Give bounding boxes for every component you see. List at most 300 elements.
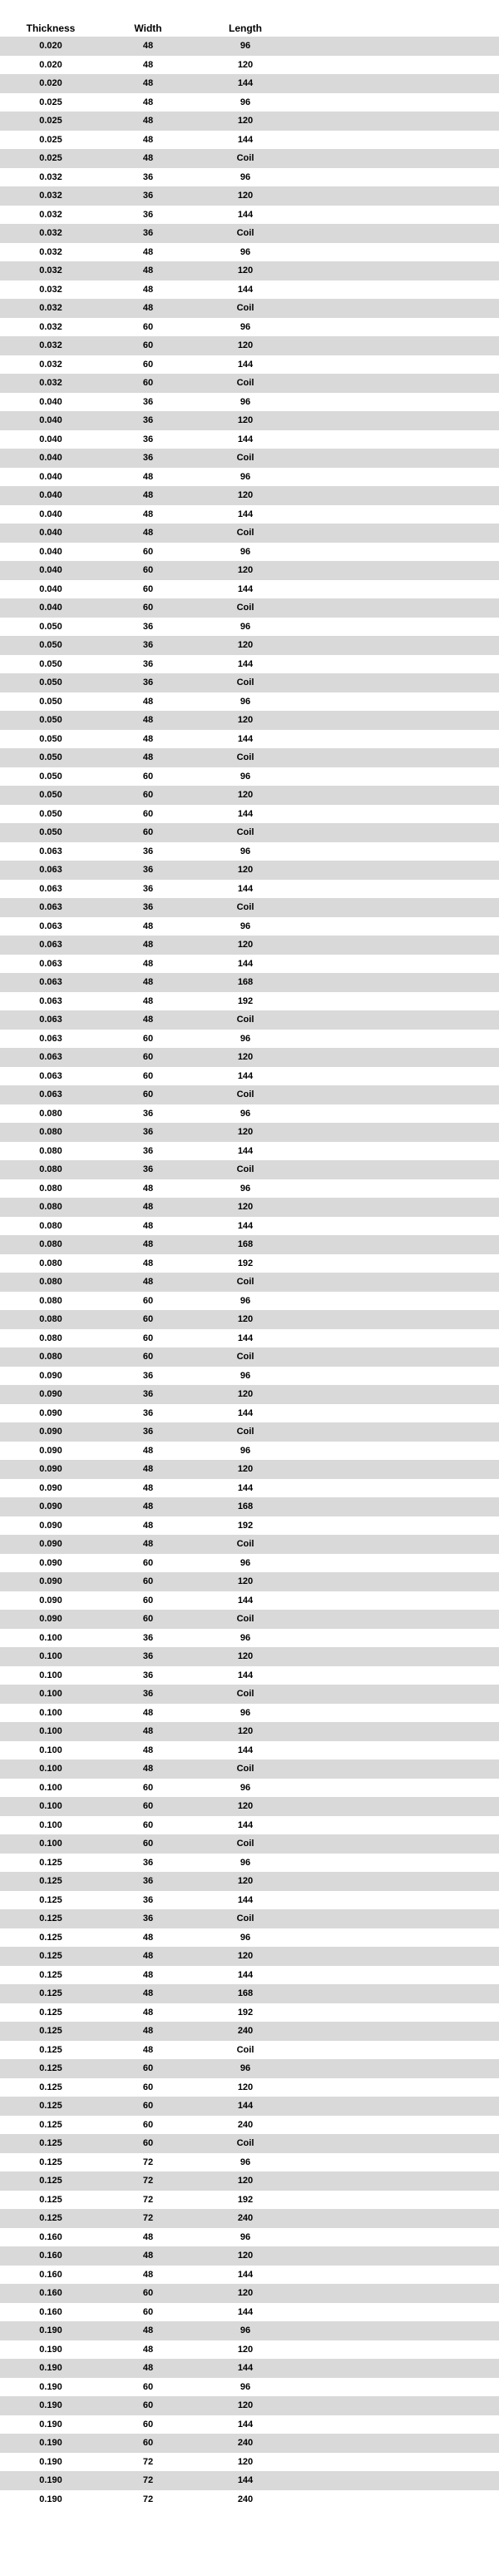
cell-width: 48 xyxy=(142,696,154,707)
cell-length: 144 xyxy=(237,1070,254,1081)
cell-width: 60 xyxy=(142,2288,154,2299)
table-row xyxy=(0,224,499,243)
cell-thickness: 0.050 xyxy=(39,621,62,632)
table-row xyxy=(0,561,499,580)
cell-thickness: 0.090 xyxy=(39,1445,62,1456)
cell-length: Coil xyxy=(236,453,254,464)
cell-length: 144 xyxy=(237,509,254,519)
table-row xyxy=(0,430,499,449)
cell-width: 60 xyxy=(142,2082,154,2092)
table-row xyxy=(0,730,499,749)
cell-length: 120 xyxy=(237,2456,254,2467)
cell-width: 36 xyxy=(142,1127,154,1138)
cell-thickness: 0.100 xyxy=(39,1689,62,1700)
cell-length: 96 xyxy=(240,1707,251,1718)
cell-width: 48 xyxy=(142,471,154,482)
cell-thickness: 0.063 xyxy=(39,977,62,988)
cell-thickness: 0.032 xyxy=(39,284,62,295)
cell-width: 48 xyxy=(142,1482,154,1493)
cell-width: 48 xyxy=(142,1726,154,1737)
table-row xyxy=(0,243,499,262)
cell-length: 96 xyxy=(240,621,251,632)
cell-width: 60 xyxy=(142,1782,154,1793)
cell-length: 144 xyxy=(237,284,254,295)
cell-thickness: 0.100 xyxy=(39,1632,62,1643)
cell-length: 192 xyxy=(237,995,254,1006)
cell-thickness: 0.050 xyxy=(39,696,62,707)
table-row xyxy=(0,1779,499,1798)
cell-length: 120 xyxy=(237,1651,254,1662)
table-row xyxy=(0,618,499,637)
cell-thickness: 0.125 xyxy=(39,2157,62,2167)
cell-thickness: 0.090 xyxy=(39,1464,62,1475)
cell-length: 96 xyxy=(240,2381,251,2392)
table-row xyxy=(0,1030,499,1049)
cell-width: 48 xyxy=(142,752,154,763)
cell-length: Coil xyxy=(236,1089,254,1100)
table-row xyxy=(0,1010,499,1030)
cell-thickness: 0.125 xyxy=(39,2101,62,2112)
table-row xyxy=(0,1966,499,1985)
cell-length: 120 xyxy=(237,266,254,276)
table-row xyxy=(0,318,499,337)
cell-width: 36 xyxy=(142,1876,154,1887)
cell-width: 60 xyxy=(142,340,154,351)
cell-thickness: 0.040 xyxy=(39,603,62,613)
cell-length: 120 xyxy=(237,1052,254,1063)
table-row xyxy=(0,2284,499,2303)
table-row xyxy=(0,2303,499,2322)
cell-length: Coil xyxy=(236,2138,254,2149)
cell-length: 96 xyxy=(240,1632,251,1643)
table-row xyxy=(0,1741,499,1760)
table-row xyxy=(0,842,499,861)
table-row xyxy=(0,1704,499,1723)
cell-width: 48 xyxy=(142,921,154,931)
cell-width: 60 xyxy=(142,359,154,370)
table-row xyxy=(0,786,499,805)
table-row xyxy=(0,861,499,880)
cell-width: 60 xyxy=(142,1052,154,1063)
cell-thickness: 0.090 xyxy=(39,1576,62,1587)
cell-thickness: 0.160 xyxy=(39,2231,62,2242)
cell-length: 168 xyxy=(237,977,254,988)
table-row xyxy=(0,393,499,412)
cell-thickness: 0.040 xyxy=(39,396,62,407)
cell-width: 36 xyxy=(142,1689,154,1700)
cell-width: 36 xyxy=(142,209,154,220)
cell-width: 36 xyxy=(142,1632,154,1643)
cell-length: 120 xyxy=(237,2344,254,2355)
cell-thickness: 0.050 xyxy=(39,640,62,651)
cell-width: 48 xyxy=(142,1445,154,1456)
cell-length: 120 xyxy=(237,715,254,726)
table-row xyxy=(0,992,499,1011)
cell-width: 48 xyxy=(142,977,154,988)
cell-thickness: 0.190 xyxy=(39,2475,62,2486)
table-row xyxy=(0,505,499,524)
cell-thickness: 0.080 xyxy=(39,1295,62,1306)
cell-length: 96 xyxy=(240,2325,251,2336)
cell-thickness: 0.125 xyxy=(39,2194,62,2205)
cell-width: 48 xyxy=(142,134,154,145)
cell-length: 168 xyxy=(237,1239,254,1250)
cell-thickness: 0.040 xyxy=(39,415,62,426)
cell-length: 96 xyxy=(240,321,251,332)
table-row xyxy=(0,56,499,75)
cell-thickness: 0.090 xyxy=(39,1614,62,1625)
cell-width: 60 xyxy=(142,1295,154,1306)
cell-thickness: 0.100 xyxy=(39,1726,62,1737)
cell-length: 96 xyxy=(240,1857,251,1868)
cell-width: 60 xyxy=(142,1595,154,1606)
cell-length: 96 xyxy=(240,246,251,257)
cell-width: 60 xyxy=(142,1839,154,1849)
cell-thickness: 0.020 xyxy=(39,78,62,89)
cell-width: 72 xyxy=(142,2157,154,2167)
table-row xyxy=(0,74,499,93)
cell-length: Coil xyxy=(236,902,254,913)
cell-width: 36 xyxy=(142,883,154,894)
cell-length: Coil xyxy=(236,603,254,613)
cell-width: 36 xyxy=(142,678,154,688)
cell-thickness: 0.050 xyxy=(39,771,62,782)
table-body xyxy=(0,37,499,2509)
table-row xyxy=(0,1442,499,1461)
cell-thickness: 0.125 xyxy=(39,2119,62,2130)
cell-width: 72 xyxy=(142,2176,154,2186)
cell-thickness: 0.125 xyxy=(39,1913,62,1924)
cell-thickness: 0.063 xyxy=(39,1033,62,1044)
cell-length: 96 xyxy=(240,1782,251,1793)
cell-length: 96 xyxy=(240,171,251,182)
cell-width: 60 xyxy=(142,771,154,782)
cell-thickness: 0.050 xyxy=(39,827,62,838)
cell-width: 48 xyxy=(142,284,154,295)
cell-width: 36 xyxy=(142,396,154,407)
cell-thickness: 0.090 xyxy=(39,1427,62,1437)
cell-length: 120 xyxy=(237,865,254,876)
cell-length: 120 xyxy=(237,565,254,576)
cell-thickness: 0.063 xyxy=(39,995,62,1006)
cell-thickness: 0.080 xyxy=(39,1333,62,1343)
cell-length: 144 xyxy=(237,78,254,89)
table-row xyxy=(0,1984,499,2003)
table-row xyxy=(0,1535,499,1554)
cell-length: 96 xyxy=(240,1557,251,1568)
cell-thickness: 0.190 xyxy=(39,2344,62,2355)
cell-length: 120 xyxy=(237,490,254,501)
table-row xyxy=(0,2059,499,2078)
cell-width: 48 xyxy=(142,1239,154,1250)
table-row xyxy=(0,917,499,936)
cell-thickness: 0.190 xyxy=(39,2325,62,2336)
cell-thickness: 0.160 xyxy=(39,2288,62,2299)
cell-thickness: 0.190 xyxy=(39,2438,62,2449)
cell-thickness: 0.032 xyxy=(39,340,62,351)
header-thickness: Thickness xyxy=(26,22,76,34)
cell-width: 60 xyxy=(142,1314,154,1325)
cell-thickness: 0.080 xyxy=(39,1108,62,1119)
cell-length: Coil xyxy=(236,1839,254,1849)
cell-length: 192 xyxy=(237,1520,254,1531)
cell-thickness: 0.080 xyxy=(39,1314,62,1325)
cell-width: 48 xyxy=(142,97,154,107)
cell-length: 120 xyxy=(237,191,254,201)
cell-thickness: 0.160 xyxy=(39,2306,62,2317)
table-row xyxy=(0,1497,499,1516)
cell-thickness: 0.125 xyxy=(39,2063,62,2074)
cell-thickness: 0.100 xyxy=(39,1745,62,1755)
cell-width: 48 xyxy=(142,78,154,89)
cell-width: 48 xyxy=(142,266,154,276)
cell-length: 192 xyxy=(237,1258,254,1268)
cell-length: Coil xyxy=(236,752,254,763)
table-row xyxy=(0,2003,499,2023)
table-row xyxy=(0,2097,499,2116)
cell-width: 72 xyxy=(142,2213,154,2224)
cell-thickness: 0.040 xyxy=(39,546,62,557)
cell-thickness: 0.100 xyxy=(39,1651,62,1662)
table-row xyxy=(0,1310,499,1329)
cell-width: 36 xyxy=(142,640,154,651)
cell-width: 48 xyxy=(142,1932,154,1943)
cell-length: 120 xyxy=(237,790,254,801)
cell-thickness: 0.032 xyxy=(39,378,62,389)
table-row xyxy=(0,2415,499,2435)
cell-thickness: 0.063 xyxy=(39,1089,62,1100)
cell-thickness: 0.032 xyxy=(39,246,62,257)
cell-width: 48 xyxy=(142,1015,154,1025)
cell-thickness: 0.040 xyxy=(39,471,62,482)
cell-length: 120 xyxy=(237,2176,254,2186)
cell-length: 240 xyxy=(237,2494,254,2504)
table-row xyxy=(0,2321,499,2340)
cell-thickness: 0.063 xyxy=(39,883,62,894)
table-row xyxy=(0,655,499,674)
cell-thickness: 0.040 xyxy=(39,434,62,444)
cell-thickness: 0.125 xyxy=(39,1876,62,1887)
table-row xyxy=(0,1722,499,1741)
table-row xyxy=(0,598,499,618)
cell-length: 144 xyxy=(237,1894,254,1905)
cell-width: 48 xyxy=(142,1988,154,1999)
cell-length: 120 xyxy=(237,2400,254,2411)
cell-length: 96 xyxy=(240,97,251,107)
cell-width: 48 xyxy=(142,733,154,744)
table-row xyxy=(0,805,499,824)
cell-length: 120 xyxy=(237,1314,254,1325)
cell-thickness: 0.032 xyxy=(39,303,62,314)
cell-length: Coil xyxy=(236,1427,254,1437)
cell-thickness: 0.050 xyxy=(39,790,62,801)
cell-length: 120 xyxy=(237,1202,254,1213)
cell-thickness: 0.050 xyxy=(39,658,62,669)
cell-thickness: 0.125 xyxy=(39,1932,62,1943)
cell-length: Coil xyxy=(236,1015,254,1025)
table-row xyxy=(0,1348,499,1367)
cell-width: 36 xyxy=(142,1913,154,1924)
cell-width: 48 xyxy=(142,246,154,257)
table-row xyxy=(0,2191,499,2210)
table-row xyxy=(0,748,499,767)
table-row xyxy=(0,1104,499,1124)
cell-width: 60 xyxy=(142,2119,154,2130)
cell-length: 144 xyxy=(237,1482,254,1493)
cell-width: 48 xyxy=(142,2344,154,2355)
table-row xyxy=(0,1854,499,1873)
cell-thickness: 0.080 xyxy=(39,1277,62,1288)
cell-thickness: 0.100 xyxy=(39,1707,62,1718)
cell-width: 36 xyxy=(142,228,154,239)
cell-width: 48 xyxy=(142,2251,154,2261)
table-row xyxy=(0,1591,499,1611)
cell-thickness: 0.040 xyxy=(39,583,62,594)
cell-width: 48 xyxy=(142,490,154,501)
cell-thickness: 0.025 xyxy=(39,134,62,145)
cell-thickness: 0.032 xyxy=(39,359,62,370)
cell-width: 60 xyxy=(142,2138,154,2149)
table-row xyxy=(0,1123,499,1142)
cell-thickness: 0.032 xyxy=(39,266,62,276)
cell-width: 48 xyxy=(142,715,154,726)
table-row xyxy=(0,1666,499,1685)
cell-thickness: 0.090 xyxy=(39,1539,62,1550)
table-row xyxy=(0,1292,499,1311)
table-row xyxy=(0,1329,499,1348)
cell-length: 240 xyxy=(237,2026,254,2037)
cell-thickness: 0.125 xyxy=(39,2026,62,2037)
table-row xyxy=(0,468,499,487)
table-row xyxy=(0,1422,499,1442)
cell-width: 36 xyxy=(142,658,154,669)
table-row xyxy=(0,973,499,992)
table-row xyxy=(0,2453,499,2472)
cell-thickness: 0.040 xyxy=(39,509,62,519)
cell-width: 36 xyxy=(142,415,154,426)
table-row xyxy=(0,112,499,131)
cell-length: 96 xyxy=(240,2157,251,2167)
cell-thickness: 0.090 xyxy=(39,1370,62,1381)
cell-thickness: 0.025 xyxy=(39,153,62,164)
table-row xyxy=(0,1760,499,1779)
cell-width: 36 xyxy=(142,1857,154,1868)
cell-length: 96 xyxy=(240,921,251,931)
table-row xyxy=(0,936,499,955)
table-row xyxy=(0,299,499,318)
cell-length: 120 xyxy=(237,1576,254,1587)
cell-length: 144 xyxy=(237,359,254,370)
cell-thickness: 0.090 xyxy=(39,1389,62,1400)
table-row xyxy=(0,1928,499,1948)
cell-thickness: 0.050 xyxy=(39,678,62,688)
cell-width: 48 xyxy=(142,303,154,314)
cell-thickness: 0.125 xyxy=(39,1857,62,1868)
table-row xyxy=(0,411,499,430)
cell-thickness: 0.063 xyxy=(39,921,62,931)
cell-length: 120 xyxy=(237,415,254,426)
cell-width: 60 xyxy=(142,1333,154,1343)
table-row xyxy=(0,131,499,150)
table-row xyxy=(0,2171,499,2191)
cell-length: 96 xyxy=(240,1108,251,1119)
cell-thickness: 0.125 xyxy=(39,1951,62,1962)
table-row xyxy=(0,2246,499,2266)
cell-width: 36 xyxy=(142,1894,154,1905)
cell-length: 120 xyxy=(237,1726,254,1737)
cell-length: 96 xyxy=(240,471,251,482)
cell-thickness: 0.032 xyxy=(39,209,62,220)
cell-thickness: 0.080 xyxy=(39,1202,62,1213)
cell-thickness: 0.040 xyxy=(39,565,62,576)
table-row xyxy=(0,880,499,899)
cell-width: 60 xyxy=(142,2101,154,2112)
table-row xyxy=(0,1460,499,1479)
table-row xyxy=(0,486,499,505)
table-row xyxy=(0,2471,499,2490)
table-row xyxy=(0,955,499,974)
table-row xyxy=(0,524,499,543)
table-row xyxy=(0,2396,499,2415)
cell-length: 144 xyxy=(237,434,254,444)
cell-width: 60 xyxy=(142,1801,154,1812)
cell-width: 48 xyxy=(142,940,154,950)
cell-length: 144 xyxy=(237,1595,254,1606)
cell-width: 36 xyxy=(142,191,154,201)
cell-thickness: 0.025 xyxy=(39,97,62,107)
cell-length: 120 xyxy=(237,59,254,70)
cell-width: 36 xyxy=(142,1164,154,1175)
table-row xyxy=(0,1610,499,1629)
cell-length: 144 xyxy=(237,808,254,819)
table-row xyxy=(0,1816,499,1835)
cell-thickness: 0.040 xyxy=(39,528,62,539)
table-row xyxy=(0,2228,499,2247)
cell-length: 144 xyxy=(237,2269,254,2280)
table-row xyxy=(0,2209,499,2228)
table-row xyxy=(0,149,499,168)
table-row xyxy=(0,1685,499,1704)
cell-width: 48 xyxy=(142,2363,154,2374)
cell-width: 48 xyxy=(142,1707,154,1718)
cell-width: 48 xyxy=(142,1220,154,1231)
cell-width: 48 xyxy=(142,1202,154,1213)
cell-width: 48 xyxy=(142,995,154,1006)
cell-thickness: 0.090 xyxy=(39,1501,62,1512)
cell-length: 120 xyxy=(237,640,254,651)
cell-thickness: 0.080 xyxy=(39,1352,62,1362)
cell-length: Coil xyxy=(236,1689,254,1700)
table-row xyxy=(0,2022,499,2041)
cell-length: 120 xyxy=(237,2251,254,2261)
cell-thickness: 0.020 xyxy=(39,41,62,52)
table-row xyxy=(0,1404,499,1423)
cell-thickness: 0.032 xyxy=(39,171,62,182)
cell-width: 36 xyxy=(142,1670,154,1680)
cell-length: 144 xyxy=(237,2306,254,2317)
cell-thickness: 0.063 xyxy=(39,902,62,913)
cell-thickness: 0.050 xyxy=(39,733,62,744)
cell-width: 60 xyxy=(142,603,154,613)
cell-width: 36 xyxy=(142,865,154,876)
cell-width: 60 xyxy=(142,546,154,557)
table-row xyxy=(0,1909,499,1928)
table-row xyxy=(0,1572,499,1591)
cell-thickness: 0.080 xyxy=(39,1220,62,1231)
cell-width: 72 xyxy=(142,2494,154,2504)
header-width: Width xyxy=(134,22,162,34)
table-row xyxy=(0,767,499,787)
